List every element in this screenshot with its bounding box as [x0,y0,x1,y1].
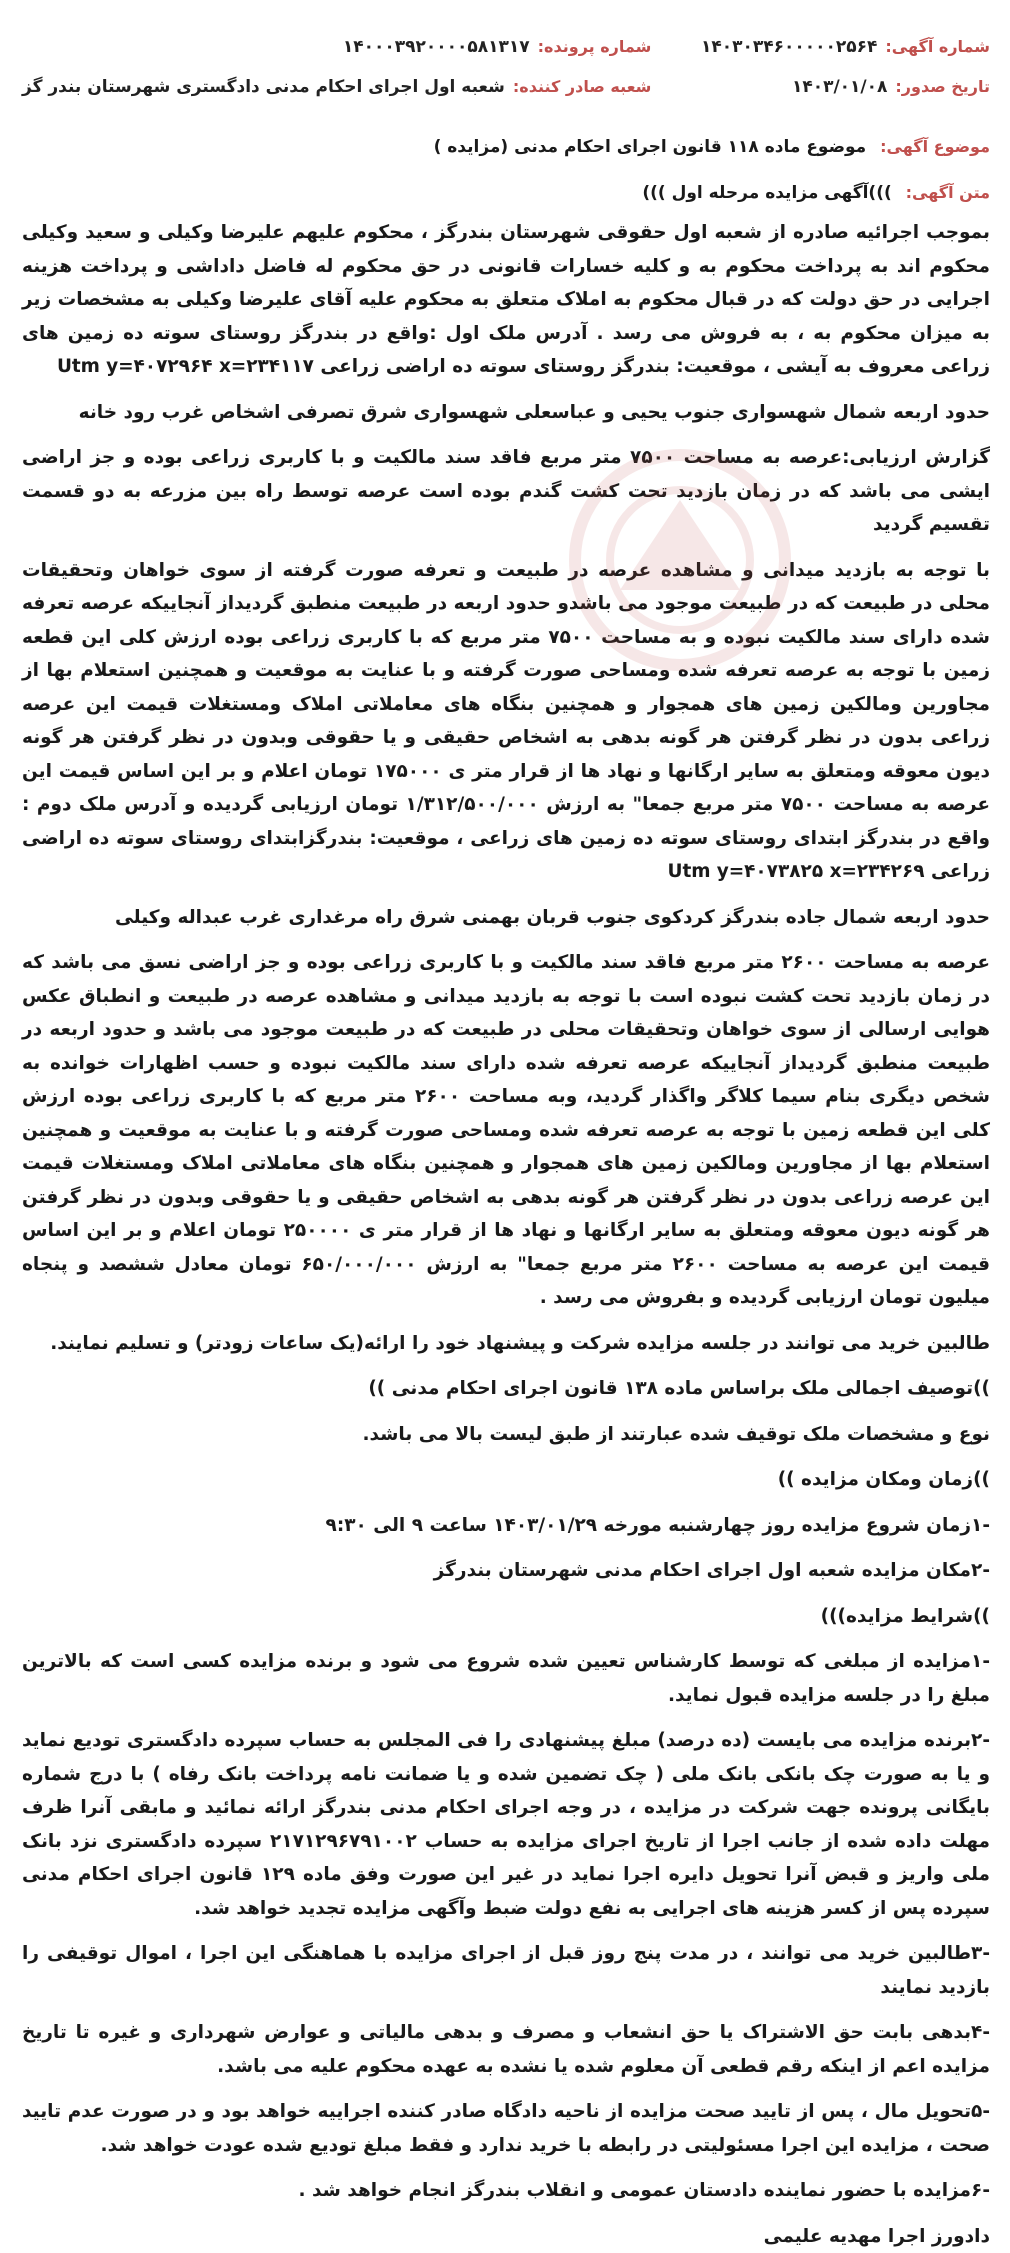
ad-number-label: شماره آگهی: [885,30,990,64]
subject-value: موضوع ماده ۱۱۸ قانون اجرای احکام مدنی (مزایده ) [434,137,867,157]
header-meta [22,30,990,104]
issue-date [691,70,990,104]
paragraph-buyers: طالبین خرید می توانند در جلسه مزایده شرکت و پیشنهاد خود را ارائه(یک ساعات زودتر) و تسلیم نمایند. [22,1327,990,1361]
text-label: متن آگهی: [906,183,990,202]
paragraph-condition-5: -۵تحویل مال ، پس از تایید صحت مزایده از ناحیه دادگاه صادر کننده اجراییه خواهد بود و در صورت عدم تایید صحت ، مزایده این اجرا مسئولیتی در رابطه با خرید ندارد و فقط مبلغ تودیع شده عودت خواهد شد. [22,2095,990,2162]
case-number [22,30,651,64]
paragraph-condition-4: -۴بدهی بابت حق الاشتراک یا حق انشعاب و مصرف و بدهی مالیاتی و عوارض شهرداری و غیره تا تاریخ مزایده اعم از اینکه رقم قطعی آن معلوم شده یا نشده به عهده محکوم علیه می باشد. [22,2016,990,2083]
paragraph-time: -۱زمان شروع مزایده روز چهارشنبه مورخه ۱۴۰۳/۰۱/۲۹ ساعت ۹ الی ۹:۳۰ [22,1509,990,1543]
text-title: )))آگهی مزایده مرحله اول ))) [642,183,891,203]
ad-subject [22,130,990,164]
paragraph-boundaries-1: حدود اربعه شمال شهسواری جنوب یحیی و عباسعلی شهسواری شرق تصرفی اشخاص غرب رود خانه [22,396,990,430]
paragraph-condition-3: -۳طالبین خرید می توانند ، در مدت پنج روز قبل از اجرای مزایده با هماهنگی این اجرا ، اموال توقیفی را بازدید نمایند [22,1937,990,2004]
paragraph-boundaries-2: حدود اربعه شمال جاده بندرگز کردکوی جنوب قربان بهمنی شرق راه مرغداری غرب عبداله وکیلی [22,901,990,935]
paragraph-conditions-heading: ))شرایط مزایده))) [22,1600,990,1634]
issuer-value: شعبه اول اجرای احکام مدنی دادگستری شهرستان بندر گز [22,70,505,104]
issue-date-label: تاریخ صدور: [895,70,990,104]
paragraph-valuation-2: عرصه به مساحت ۲۶۰۰ متر مربع فاقد سند مالکیت و با کاربری زراعی بوده و جز اراضی نسق می باشد که در زمان بازدید تحت کشت نبوده است با توجه به بازدید میدانی و مشاهده عرصه در طبیعت و انطباق عکس هوایی ارسالی از سوی خواهان وتحقیقات محلی در طبیعت که در طبیعت موجود می باشد و حدود اربعه در طبیعت منطبق گردیداز آنجاییکه عرصه تعرفه شده دارای سند مالکیت نبوده و حسب اظهارات خوانده به شخص دیگری بنام سیما کلاگر واگذار گردید، وبه مساحت ۲۶۰۰ متر مربع که با کاربری زراعی بوده ارزش کلی این قطعه زمین با توجه به عرصه تعرفه شده ومساحی صورت گرفته و با عنایت به موقعیت و همچنین استعلام بها از مجاورین ومالکین زمین های همجوار و همچنین بنگاه های معاملاتی املاک ومستغلات قیمت این عرصه زراعی بدون در نظر گرفتن هر گونه بدهی به اشخاص حقیقی و یا حقوقی وبدون در نظر گرفتن هر گونه دیون معوقه ومتعلق به سایر ارگانها و نهاد ها از قرار متر ی ۲۵۰۰۰۰ تومان اعلام و بر این اساس قیمت این عرصه به مساحت ۲۶۰۰ متر مربع جمعا" به ارزش ۶۵۰/۰۰۰/۰۰۰ تومان معادل ششصد و پنجاه میلیون تومان ارزیابی گردیده و بفروش می رسد . [22,946,990,1315]
paragraph-description: نوع و مشخصات ملک توقیف شده عبارتند از طبق لیست بالا می باشد. [22,1418,990,1452]
paragraph-condition-6: -۶مزایده با حضور نماینده دادستان عمومی و انقلاب بندرگز انجام خواهد شد . [22,2174,990,2208]
issuer [22,70,651,104]
paragraph-valuation-1: با توجه به بازدید میدانی و مشاهده عرصه در طبیعت و تعرفه صورت گرفته از سوی خواهان وتحقیقات محلی در طبیعت که در طبیعت موجود می باشدو حدود اربعه در طبیعت منطبق گردیداز آنجاییکه عرصه تعرفه شده دارای سند مالکیت نبوده و به مساحت ۷۵۰۰ متر مربع که با کاربری زراعی بوده ارزش کلی این قطعه زمین با توجه به عرصه تعرفه شده ومساحی صورت گرفته و با عنایت به موقعیت و همچنین استعلام بها از مجاورین ومالکین زمین های همجوار و همچنین بنگاه های معاملاتی املاک ومستغلات قیمت این عرصه زراعی بدون در نظر گرفتن هر گونه بدهی به اشخاص حقیقی و یا حقوقی وبدون در نظر گرفتن هر گونه دیون معوقه ومتعلق به سایر ارگانها و نهاد ها از قرار متر ی ۱۷۵۰۰۰ تومان اعلام و بر این اساس قیمت این عرصه به مساحت ۷۵۰۰ متر مربع جمعا" به ارزش ۱/۳۱۲/۵۰۰/۰۰۰ تومان ارزیابی گردیده و آدرس ملک دوم : واقع در بندرگز ابتدای روستای سوته ده زمین های زراعی ، موقعیت: بندرگزابتدای روستای سوته ده اراضی زراعی Utm y=۴۰۷۳۸۲۵ x=۲۳۴۲۶۹ [22,554,990,889]
paragraph-intro: بموجب اجرائیه صادره از شعبه اول حقوقی شهرستان بندرگز ، محکوم علیهم علیرضا وکیلی و سعید وکیلی محکوم اند به پرداخت محکوم به و کلیه خسارات قانونی در حق محکوم له فاضل داداشی و پرداخت هزینه اجرایی در حق دولت که در قبال محکوم به املاک متعلق به محکوم علیه آقای علیرضا وکیلی به مشخصات زیر به میزان محکوم به ، به فروش می رسد . آدرس ملک اول :واقع در بندرگز روستای سوته ده زمین های زراعی معروف به آیشی ، موقعیت: بندرگز روستای سوته ده اراضی زراعی Utm y=۴۰۷۲۹۶۴ x=۲۳۴۱۱۷ [22,216,990,384]
paragraph-condition-2: -۲برنده مزایده می بایست (ده درصد) مبلغ پیشنهادی را فی المجلس به حساب سپرده دادگستری تودیع نماید و یا به صورت چک بانکی بانک ملی ( چک تضمین شده و یا ضمانت نامه پرداخت بانک رفاه ) با درج شماره بایگانی پرونده جهت شرکت در مزایده ، در وجه اجرای احکام مدنی بندرگز ارائه نمائید و مابقی آنرا ظرف مهلت داده شده از جانب اجرا از تاریخ اجرای مزایده به حساب ۲۱۷۱۲۹۶۷۹۱۰۰۲ سپرده دادگستری نزد بانک ملی واریز و قبض آنرا تحویل دایره اجرا نماید در غیر این صورت وفق ماده ۱۲۹ قانون اجرای احکام مدنی سپرده پس از کسر هزینه های اجرایی به نفع دولت ضبط وآگهی مزایده تجدید خواهد شد. [22,1724,990,1925]
paragraph-time-place-heading: ))زمان ومکان مزایده )) [22,1463,990,1497]
case-number-value: ۱۴۰۰۰۳۹۲۰۰۰۰۵۸۱۳۱۷ [343,30,530,64]
ad-number-value: ۱۴۰۳۰۳۴۶۰۰۰۰۰۲۵۶۴ [701,30,877,64]
paragraph-description-heading: ))توصیف اجمالی ملک براساس ماده ۱۳۸ قانون اجرای احکام مدنی )) [22,1372,990,1406]
signature: دادورز اجرا مهدیه علیمی [22,2220,990,2253]
issuer-label: شعبه صادر کننده: [513,70,651,104]
paragraph-place: -۲مکان مزایده شعبه اول اجرای احکام مدنی شهرستان بندرگز [22,1554,990,1588]
case-number-label: شماره پرونده: [538,30,652,64]
paragraph-appraisal-1: گزارش ارزیابی:عرصه به مساحت ۷۵۰۰ متر مربع فاقد سند مالکیت و با کاربری زراعی بوده و جز اراضی ایشی می باشد که در زمان بازدید تحت کشت گندم بوده است عرصه توسط راه بین مزرعه به دو قسمت تقسیم گردید [22,441,990,542]
issue-date-value: ۱۴۰۳/۰۱/۰۸ [792,70,887,104]
subject-label: موضوع آگهی: [880,137,990,156]
ad-text-head [22,176,990,210]
ad-number [691,30,990,64]
paragraph-condition-1: -۱مزایده از مبلغی که توسط کارشناس تعیین شده شروع می شود و برنده مزایده کسی است که بالاترین مبلغ را در جلسه مزایده قبول نماید. [22,1645,990,1712]
